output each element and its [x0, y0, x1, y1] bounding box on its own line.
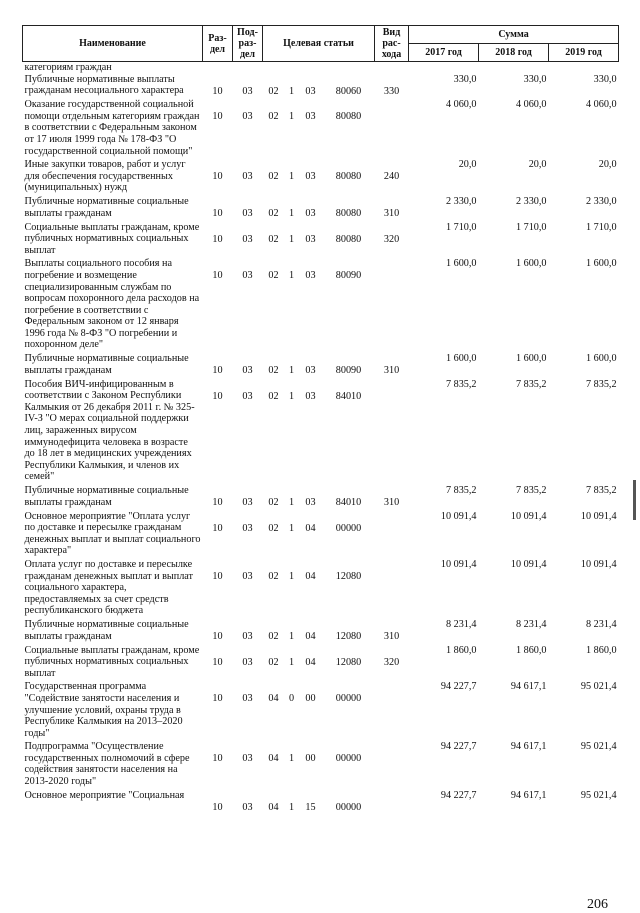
row-razdel: 10 — [212, 656, 223, 668]
table-row — [23, 741, 619, 789]
row-target-direction: 80080 — [335, 207, 362, 219]
row-podrazdel: 03 — [242, 270, 253, 282]
row-sum-2019: 330,0 — [593, 73, 617, 85]
row-vid-rashoda — [375, 379, 409, 485]
row-target-event: 00 — [305, 693, 316, 705]
row-target-program: 02 — [268, 390, 279, 402]
row-sum-2018: 7 835,2 — [515, 485, 547, 496]
row-vid-rashoda — [375, 511, 409, 559]
row-podrazdel: 03 — [242, 656, 253, 668]
row-razdel: 10 — [212, 85, 223, 97]
row-target-program: 02 — [268, 497, 279, 508]
row-target-subprogram: 1 — [288, 497, 295, 508]
row-name: Государственная программа "Содействие занятости населения и улучшение условий, охраны труда в Республике Калмыкия на 2013–2020 годы" — [24, 681, 183, 739]
row-sum-2018: 94 617,1 — [510, 741, 547, 753]
row-vid-rashoda: 240 — [383, 171, 400, 183]
row-target-direction: 84010 — [335, 390, 362, 402]
row-sum-2017: 330,0 — [453, 73, 477, 85]
row-name: Основное мероприятие "Социальная — [24, 789, 185, 801]
col-header-2018: 2018 год — [479, 44, 549, 62]
row-sum-2019: 1 860,0 — [585, 644, 617, 656]
row-target-direction: 00000 — [335, 801, 362, 813]
row-target-program: 04 — [268, 693, 279, 705]
row-target-direction: 80060 — [335, 85, 362, 97]
row-target-direction: 80080 — [335, 111, 362, 123]
row-razdel: 10 — [212, 111, 223, 123]
row-sum-2017: 1 600,0 — [445, 353, 477, 365]
row-vid-rashoda: 310 — [383, 630, 400, 642]
row-razdel: 10 — [212, 497, 223, 508]
row-sum-2017: 10 091,4 — [440, 510, 477, 522]
row-vid-rashoda — [375, 741, 409, 789]
row-sum-2017: 8 231,4 — [445, 618, 477, 630]
row-target-direction: 00000 — [335, 693, 362, 705]
row-target-program: 02 — [268, 111, 279, 123]
row-sum-2018: 8 231,4 — [515, 618, 547, 630]
table-header-row — [23, 26, 619, 44]
row-podrazdel: 03 — [242, 630, 253, 642]
row-razdel: 10 — [212, 365, 223, 377]
row-target-subprogram: 1 — [288, 85, 295, 97]
row-target-event: 03 — [305, 365, 316, 377]
row-sum-2019: 95 021,4 — [580, 789, 617, 801]
row-podrazdel: 03 — [242, 753, 253, 765]
row-name: Оказание государственной социальной помощи отдельным категориям граждан в соответствии с Федеральным законом от 17 июля 1999 года № 178-ФЗ "О государственной социальной помощи" — [24, 99, 200, 157]
row-target-subprogram: 1 — [288, 630, 295, 642]
row-target-program: 04 — [268, 753, 279, 765]
row-sum-2017: 7 835,2 — [445, 485, 477, 496]
row-target-subprogram: 1 — [288, 390, 295, 402]
col-header-2017: 2017 год — [409, 44, 479, 62]
col-header-sum: Сумма — [409, 26, 619, 44]
row-sum-2018: 94 617,1 — [510, 681, 547, 693]
row-sum-2018: 94 617,1 — [510, 789, 547, 801]
row-razdel: 10 — [212, 390, 223, 402]
table-row — [23, 619, 619, 645]
row-target-subprogram: 1 — [288, 365, 295, 377]
row-sum-2018: 1 860,0 — [515, 644, 547, 656]
row-sum-2019: 10 091,4 — [580, 510, 617, 522]
row-podrazdel: 03 — [242, 801, 253, 813]
row-name: Публичные нормативные социальные выплаты гражданам — [24, 485, 189, 508]
row-name: Основное мероприятие "Оплата услуг по доставке и пересылке гражданам денежных выплат и выплат социального характера" — [24, 510, 201, 557]
row-razdel: 10 — [212, 270, 223, 282]
row-sum-2018: 10 091,4 — [510, 558, 547, 570]
table-row — [23, 645, 619, 682]
row-sum-2017: 1 710,0 — [445, 221, 477, 233]
row-sum-2019: 7 835,2 — [585, 378, 617, 390]
row-name: Социальные выплаты гражданам, кроме публичных нормативных социальных выплат — [24, 221, 200, 256]
row-razdel: 10 — [212, 207, 223, 219]
row-sum-2018: 1 600,0 — [515, 353, 547, 365]
row-target-direction: 80080 — [335, 233, 362, 245]
row-target-event: 03 — [305, 85, 316, 97]
table-row — [23, 222, 619, 259]
col-header-razdel: Раз-дел — [203, 26, 233, 62]
row-sum-2017: 7 835,2 — [445, 378, 477, 390]
col-header-2019: 2019 год — [549, 44, 619, 62]
row-sum-2018: 1 710,0 — [515, 221, 547, 233]
row-target-subprogram: 1 — [288, 207, 295, 219]
row-podrazdel: 03 — [242, 233, 253, 245]
table-row — [23, 353, 619, 379]
row-razdel: 10 — [212, 801, 223, 813]
row-sum-2018: 4 060,0 — [515, 99, 547, 111]
row-razdel: 10 — [212, 630, 223, 642]
table-row — [23, 196, 619, 222]
row-sum-2017: 20,0 — [458, 159, 477, 171]
row-sum-2018: 1 600,0 — [515, 258, 547, 270]
row-razdel: 10 — [212, 171, 223, 183]
table-row — [23, 159, 619, 196]
row-name: Пособия ВИЧ-инфицированным в соответствии с Законом Республики Калмыкия от 26 декабря 2011 г. № 325-IV-З "О мерах социальной поддержки лиц, зараженных вирусом иммунодефицита человека в возрасте до 18 лет в медицинских учреждениях Республики Калмыкия, и членов их семей" — [24, 378, 195, 483]
row-target-program: 02 — [268, 570, 279, 582]
row-sum-2017: 94 227,7 — [440, 789, 477, 801]
row-razdel: 10 — [212, 570, 223, 582]
row-target-subprogram: 0 — [288, 693, 295, 705]
row-target-program: 02 — [268, 85, 279, 97]
col-header-podrazdel: Под-раз-дел — [233, 26, 263, 62]
row-target-subprogram: 1 — [288, 171, 295, 183]
row-target-event: 00 — [305, 753, 316, 765]
row-sum-2017: 4 060,0 — [445, 99, 477, 111]
row-podrazdel: 03 — [242, 85, 253, 97]
row-name: Выплаты социального пособия на погребение и возмещение специализированным службам по вопросам похоронного дела расходов на погребение в соответствии с Федеральным законом от 12 января 1996 года № 8-ФЗ "О погребении и похоронном деле" — [24, 258, 200, 351]
row-sum-2018: 330,0 — [523, 73, 547, 85]
row-target-program: 02 — [268, 233, 279, 245]
row-target-subprogram: 1 — [288, 753, 295, 765]
row-sum-2018: 10 091,4 — [510, 510, 547, 522]
row-sum-2018: 20,0 — [528, 159, 547, 171]
row-target-direction: 12080 — [335, 630, 362, 642]
row-name: Оплата услуг по доставке и пересылке гражданам денежных выплат и выплат социального характера, предоставляемых за счет средств республиканского бюджета — [24, 558, 194, 617]
row-target-program: 02 — [268, 630, 279, 642]
row-target-program: 02 — [268, 171, 279, 183]
row-sum-2019: 20,0 — [598, 159, 617, 171]
row-vid-rashoda: 310 — [383, 207, 400, 219]
row-sum-2019: 2 330,0 — [585, 195, 617, 207]
row-razdel: 10 — [212, 753, 223, 765]
col-header-target: Целевая статьи — [263, 26, 375, 62]
col-header-vid: Вид рас-хода — [375, 26, 409, 62]
row-sum-2019: 95 021,4 — [580, 741, 617, 753]
row-target-event: 04 — [305, 570, 316, 582]
row-sum-2017: 10 091,4 — [440, 558, 477, 570]
row-name: Публичные нормативные выплаты гражданам несоциального характера — [24, 73, 184, 97]
row-sum-2017: 1 600,0 — [445, 258, 477, 270]
row-target-direction: 80090 — [335, 270, 362, 282]
row-target-subprogram: 1 — [288, 270, 295, 282]
row-target-event: 04 — [305, 630, 316, 642]
row-vid-rashoda — [375, 681, 409, 741]
budget-page — [22, 25, 618, 912]
row-target-direction: 00000 — [335, 522, 362, 534]
row-name: Публичные нормативные социальные выплаты гражданам — [24, 195, 189, 219]
row-sum-2019: 1 600,0 — [585, 258, 617, 270]
row-sum-2019: 1 600,0 — [585, 353, 617, 365]
row-target-direction: 12080 — [335, 656, 362, 668]
col-header-name: Наименование — [23, 26, 203, 62]
row-podrazdel: 03 — [242, 497, 253, 508]
row-target-program: 02 — [268, 270, 279, 282]
row-target-event: 03 — [305, 171, 316, 183]
row-target-subprogram: 1 — [288, 570, 295, 582]
row-podrazdel: 03 — [242, 390, 253, 402]
row-target-subprogram: 1 — [288, 111, 295, 123]
row-target-subprogram: 1 — [288, 656, 295, 668]
row-razdel: 10 — [212, 522, 223, 534]
budget-table — [22, 25, 619, 815]
row-name: Социальные выплаты гражданам, кроме публичных нормативных социальных выплат — [24, 644, 200, 679]
row-sum-2019: 7 835,2 — [585, 485, 617, 496]
table-row — [23, 258, 619, 353]
row-vid-rashoda: 330 — [383, 85, 400, 97]
row-razdel: 10 — [212, 233, 223, 245]
row-vid-rashoda: 320 — [383, 656, 400, 668]
row-vid-rashoda: 310 — [383, 497, 400, 508]
row-target-event: 15 — [305, 801, 316, 813]
row-sum-2019: 1 710,0 — [585, 221, 617, 233]
row-sum-2019: 10 091,4 — [580, 558, 617, 570]
scan-margin-mark — [633, 480, 636, 520]
row-vid-rashoda — [375, 790, 409, 816]
row-sum-2017: 94 227,7 — [440, 681, 477, 693]
row-target-event: 03 — [305, 270, 316, 282]
row-name: Подпрограмма "Осуществление государственных полномочий в сфере содействия занятости населения на 2013-2020 годы" — [24, 741, 190, 788]
table-row — [23, 559, 619, 619]
row-sum-2019: 8 231,4 — [585, 618, 617, 630]
row-target-event: 03 — [305, 207, 316, 219]
row-podrazdel: 03 — [242, 171, 253, 183]
row-vid-rashoda — [375, 559, 409, 619]
page-number: 206 — [587, 897, 608, 912]
row-target-program: 04 — [268, 801, 279, 813]
row-target-direction: 12080 — [335, 570, 362, 582]
continued-name: категориям граждан — [24, 62, 112, 73]
row-target-direction: 80090 — [335, 365, 362, 377]
row-target-direction: 00000 — [335, 753, 362, 765]
row-target-event: 03 — [305, 233, 316, 245]
row-vid-rashoda: 310 — [383, 365, 400, 377]
row-target-subprogram: 1 — [288, 233, 295, 245]
row-target-program: 02 — [268, 656, 279, 668]
table-row — [23, 485, 619, 511]
row-podrazdel: 03 — [242, 365, 253, 377]
row-target-subprogram: 1 — [288, 522, 295, 534]
row-sum-2019: 4 060,0 — [585, 99, 617, 111]
table-row — [23, 790, 619, 816]
row-target-event: 03 — [305, 497, 316, 508]
row-target-event: 04 — [305, 522, 316, 534]
row-podrazdel: 03 — [242, 207, 253, 219]
row-target-subprogram: 1 — [288, 801, 295, 813]
row-vid-rashoda — [375, 258, 409, 353]
row-target-program: 02 — [268, 207, 279, 219]
table-row — [23, 511, 619, 559]
row-sum-2018: 7 835,2 — [515, 378, 547, 390]
row-name: Публичные нормативные социальные выплаты гражданам — [24, 618, 189, 642]
table-row — [23, 681, 619, 741]
row-razdel: 10 — [212, 693, 223, 705]
continued-row — [23, 62, 619, 74]
row-podrazdel: 03 — [242, 522, 253, 534]
row-target-direction: 84010 — [335, 497, 362, 508]
row-podrazdel: 03 — [242, 693, 253, 705]
row-name: Публичные нормативные социальные выплаты гражданам — [24, 353, 189, 376]
row-target-program: 02 — [268, 522, 279, 534]
row-sum-2017: 2 330,0 — [445, 195, 477, 207]
table-row — [23, 379, 619, 485]
row-vid-rashoda: 320 — [383, 233, 400, 245]
row-target-event: 04 — [305, 656, 316, 668]
row-sum-2017: 94 227,7 — [440, 741, 477, 753]
table-row — [23, 99, 619, 159]
row-target-event: 03 — [305, 390, 316, 402]
table-row — [23, 74, 619, 100]
row-target-direction: 80080 — [335, 171, 362, 183]
row-sum-2019: 95 021,4 — [580, 681, 617, 693]
row-vid-rashoda — [375, 99, 409, 159]
row-podrazdel: 03 — [242, 570, 253, 582]
row-sum-2018: 2 330,0 — [515, 195, 547, 207]
row-name: Иные закупки товаров, работ и услуг для обеспечения государственных (муниципальных) нужд — [24, 159, 186, 194]
row-target-event: 03 — [305, 111, 316, 123]
row-podrazdel: 03 — [242, 111, 253, 123]
row-target-program: 02 — [268, 365, 279, 377]
row-sum-2017: 1 860,0 — [445, 644, 477, 656]
